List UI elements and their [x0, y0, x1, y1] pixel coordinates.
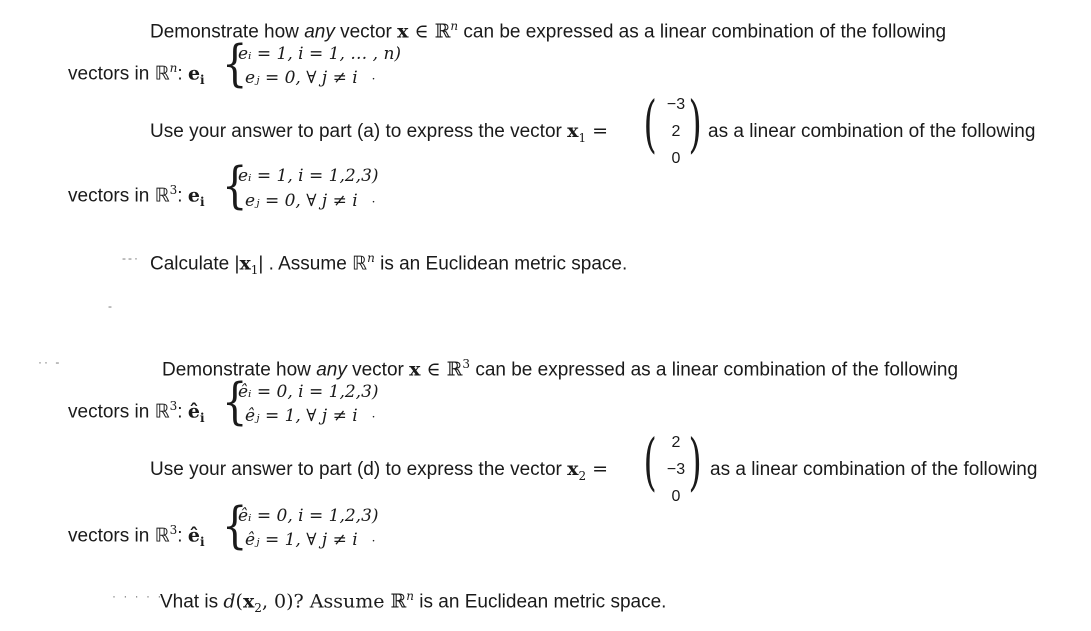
superscript: 3 — [169, 399, 178, 413]
left-paren: ( — [643, 87, 657, 160]
dot: · — [371, 534, 376, 548]
vector-e-hat: ê — [187, 400, 200, 423]
vector-x1-entry: 0 — [671, 150, 681, 167]
text: Calculate | — [150, 253, 240, 275]
system-row: êᵢ = 0, i = 1,2,3) — [238, 382, 379, 402]
subscript: i — [199, 411, 205, 426]
stray-mark: - — [108, 299, 114, 313]
subscript: 1 — [250, 263, 259, 278]
left-paren: ( — [643, 425, 657, 498]
superscript: 3 — [462, 357, 471, 371]
left-brace: { — [222, 35, 248, 93]
set-R: ∈ ℝ — [408, 20, 451, 43]
vector-x2-entry: 0 — [671, 488, 681, 505]
text: Use your answer to part (d) to express the vector — [150, 459, 568, 480]
vector-x1-entry: −3 — [666, 96, 686, 113]
vector-e-hat: ê — [187, 524, 200, 547]
part-b-tail: as a linear combination of the following — [708, 121, 1036, 142]
subscript: i — [199, 195, 205, 210]
text: : — [177, 401, 188, 423]
vector-e: e — [187, 62, 201, 85]
list-marker: · · · · · — [112, 589, 164, 603]
part-b-line — [150, 122, 608, 144]
text: can be expressed as a linear combination of the following — [470, 359, 959, 381]
right-paren: ) — [688, 425, 702, 498]
text: is an Euclidean metric space. — [374, 253, 628, 275]
right-paren: ) — [688, 87, 702, 160]
equals: = — [586, 458, 609, 480]
text: is an Euclidean metric space. — [414, 591, 667, 613]
dot: · — [371, 410, 376, 424]
text: Demonstrate how — [162, 359, 317, 381]
system-row: eᵢ = 1, i = 1,2,3) — [238, 166, 379, 186]
system-row — [245, 193, 375, 210]
text: can be expressed as a linear combination of the following — [458, 21, 947, 43]
vector-x2-entry: 2 — [671, 434, 681, 451]
text: Use your answer to part (a) to express the vector — [150, 121, 568, 142]
superscript: n — [169, 61, 178, 75]
system-row-text: êⱼ = 1, ∀ j ≠ i — [245, 530, 358, 550]
block1-intro-line — [150, 20, 946, 41]
subscript: i — [199, 535, 205, 550]
vector-x: x — [409, 358, 421, 381]
vector-x2-entry: −3 — [666, 461, 686, 478]
block2-vectors-line — [68, 400, 205, 424]
text: : — [177, 185, 188, 207]
part-f-line — [160, 590, 666, 614]
emphasis-any: any — [316, 359, 347, 381]
part-e-line — [150, 460, 608, 482]
text: : — [177, 525, 188, 547]
block1-vectors-line-2 — [68, 184, 205, 208]
subscript: i — [200, 73, 205, 88]
block1-vectors-line — [68, 62, 205, 86]
subscript: 2 — [578, 468, 587, 483]
subscript: 1 — [578, 130, 587, 145]
vector-x1: x — [239, 252, 251, 275]
text: , 0)? Assume ℝ — [261, 590, 407, 613]
part-e-tail: as a linear combination of the following — [710, 459, 1038, 480]
text: vectors in ℝ — [68, 185, 170, 207]
superscript: 3 — [169, 183, 178, 197]
stray-mark: ·· - — [38, 355, 62, 369]
system-row: eᵢ = 1, i = 1, … , n) — [238, 44, 402, 64]
vector-x2: x — [567, 458, 579, 480]
text: Vhat is — [160, 591, 224, 613]
vector-x1-entry: 2 — [671, 123, 681, 140]
dot: · — [371, 195, 376, 209]
superscript: n — [406, 589, 415, 603]
system-row-text: êⱼ = 1, ∀ j ≠ i — [245, 406, 358, 426]
left-brace: { — [222, 497, 248, 555]
vector-e: e — [187, 184, 200, 207]
system-row-text: eⱼ = 0, ∀ j ≠ i — [245, 191, 358, 211]
text: vectors in ℝ — [68, 63, 170, 85]
vector-x2: x — [242, 590, 255, 613]
text: vector — [334, 21, 398, 43]
dot: · — [371, 72, 376, 86]
distance-d: d — [223, 590, 236, 613]
system-row-text: eⱼ = 0, ∀ j ≠ i — [245, 68, 358, 88]
text: vectors in ℝ — [68, 525, 170, 547]
system-row — [245, 70, 375, 87]
system-row — [245, 532, 375, 549]
text: vector — [346, 359, 410, 381]
part-c-line — [150, 252, 627, 276]
system-row: êᵢ = 0, i = 1,2,3) — [238, 506, 379, 526]
text: Demonstrate how — [150, 21, 305, 43]
superscript: n — [450, 19, 459, 33]
text: vectors in ℝ — [68, 401, 170, 423]
left-brace: { — [222, 157, 248, 215]
text: : — [177, 63, 188, 85]
emphasis-any: any — [304, 21, 335, 43]
equals: = — [586, 120, 609, 142]
vector-x: x — [397, 20, 409, 43]
list-marker: --· — [122, 251, 140, 265]
subscript: 2 — [254, 601, 262, 616]
block2-intro-line — [162, 358, 958, 379]
paren: ( — [235, 590, 243, 613]
left-brace: { — [222, 373, 248, 431]
vector-x1: x — [567, 120, 579, 142]
text: | . Assume ℝ — [258, 253, 368, 275]
block2-vectors-line-2 — [68, 524, 205, 548]
set-R: ∈ ℝ — [420, 358, 463, 381]
superscript: n — [367, 251, 375, 265]
superscript: 3 — [169, 523, 178, 537]
system-row — [245, 408, 375, 425]
